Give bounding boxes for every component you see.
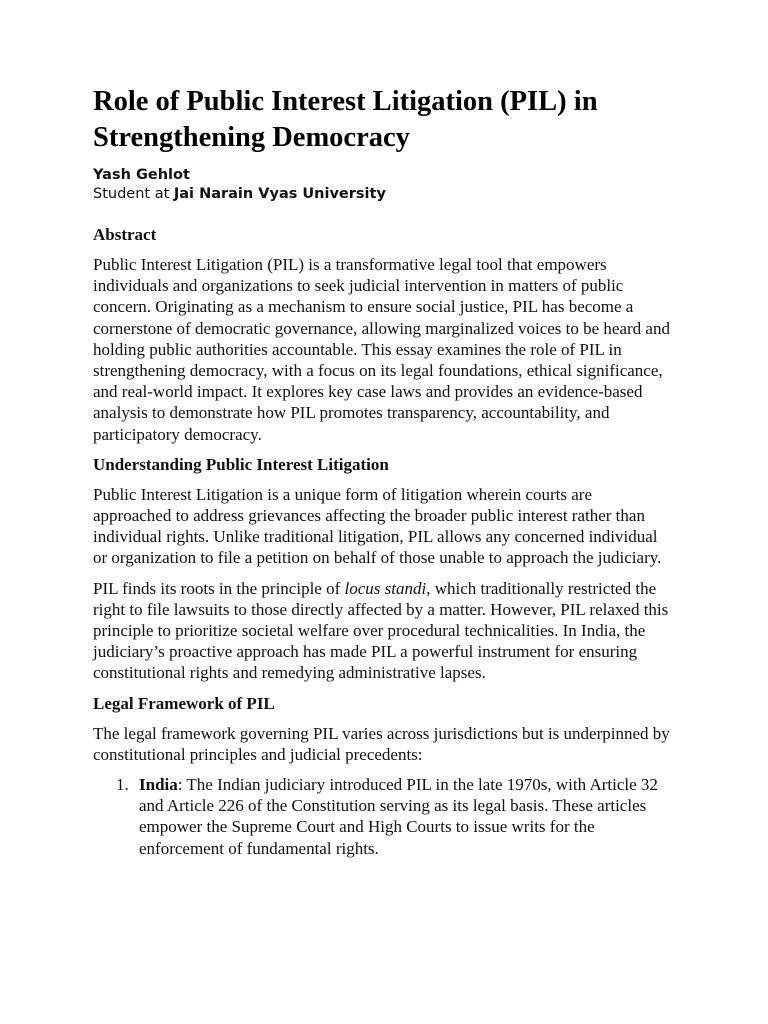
para2-after: , which traditionally restricted the right to file lawsuits to those directly affected by a matter. However, PIL relaxed this principle to prioritize societal welfare over procedural technicalities. In India, the judiciary’s proactive approach has made PIL a powerful instrument for ensuring constitutional rights and remedying administrative lapses. (93, 578, 669, 683)
jurisdiction-list (93, 774, 673, 859)
abstract-heading: Abstract (93, 225, 157, 244)
document-title: Role of Public Interest Litigation (PIL) in Strengthening Democracy (93, 86, 598, 153)
understanding-paragraph-2 (93, 578, 673, 684)
affiliation-prefix: Student at (93, 186, 174, 202)
list-item-label: India (139, 775, 178, 795)
abstract-text: Public Interest Litigation (PIL) is a transformative legal tool that empowers individuals and organizations to seek judicial intervention in matters of public concern. Originating as a mechanism to ensure social justice, PIL has become a cornerstone of democratic governance, allowing marginalized voices to be heard and holding public authorities accountable. This essay examines the role of PIL in strengthening democracy, with a focus on its legal foundations, ethical significance, and real-world impact. It explores key case laws and provides an evidence-based analysis to demonstrate how PIL promotes transparency, accountability, and participatory democracy. (93, 255, 670, 444)
legal-framework-intro: The legal framework governing PIL varies across jurisdictions but is underpinned by constitutional principles and judicial precedents: (93, 723, 670, 764)
author-affiliation (93, 185, 673, 204)
author-name: Yash Gehlot (93, 167, 190, 183)
list-item-number: 1. (116, 775, 129, 795)
list-item-text: : The Indian judiciary introduced PIL in the late 1970s, with Article 32 and Article 226 of the Constitution serving as its legal basis. These articles empower the Supreme Court and High Courts to issue writs for the enforcement of fundamental rights. (139, 775, 658, 858)
para2-before: PIL finds its roots in the principle of (93, 578, 345, 598)
list-item (93, 774, 673, 859)
document-page (93, 84, 673, 859)
legal-framework-heading: Legal Framework of PIL (93, 693, 275, 713)
understanding-paragraph-1: Public Interest Litigation is a unique form of litigation wherein courts are approached to address grievances affecting the broader public interest rather than individual rights. Unlike traditional litigation, PIL allows any concerned individual or organization to file a petition on behalf of those unable to approach the judiciary. (93, 484, 662, 568)
affiliation-institution: Jai Narain Vyas University (173, 186, 386, 202)
understanding-heading: Understanding Public Interest Litigation (93, 454, 389, 474)
para2-italic-term: locus standi (344, 578, 427, 598)
